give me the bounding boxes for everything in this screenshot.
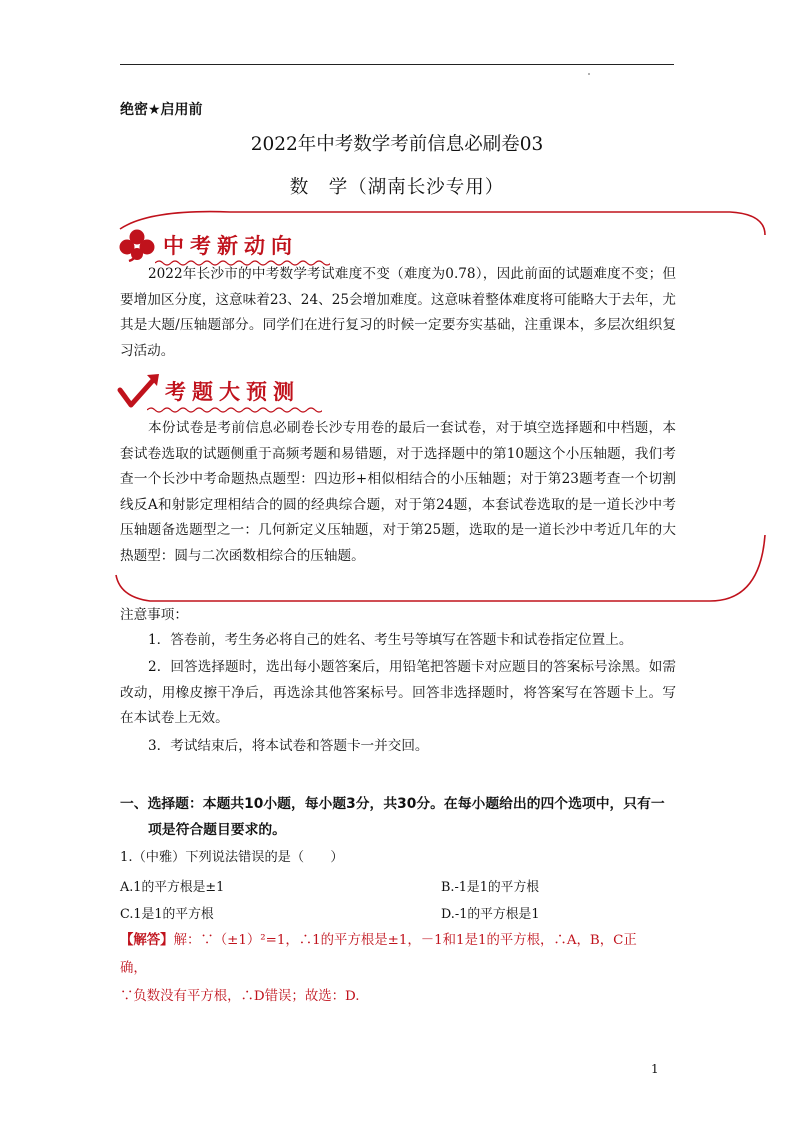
exam-subtitle: 数 学（湖南长沙专用） xyxy=(289,177,505,198)
question1-stem: 1.（中雅）下列说法错误的是（ ） xyxy=(120,850,344,865)
new-trends-heading: 中考新动向 xyxy=(163,234,298,258)
prediction-heading: 考题大预测 xyxy=(165,380,300,404)
prediction-paragraph-block xyxy=(120,416,676,569)
note-item-3: 3．考试结束后，将本试卷和答题卡一并交回。 xyxy=(148,738,429,754)
confidential-label: 绝密★启用前 xyxy=(120,102,203,118)
header-dot xyxy=(588,73,590,75)
check-arrow-icon xyxy=(117,372,163,410)
part1-line1: 一、选择题：本题共10小题，每小题3分，共30分。在每小题给出的四个选项中，只有一 xyxy=(120,796,665,812)
notes-title: 注意事项： xyxy=(120,607,188,623)
answer-label: 【解答】 xyxy=(120,932,174,948)
heading-wave-underline xyxy=(147,406,322,414)
question1-option-d: D.-1的平方根是1 xyxy=(441,907,540,922)
question1-option-b: B.-1是1的平方根 xyxy=(441,880,540,895)
header-rule xyxy=(120,64,674,65)
page-number: 1 xyxy=(651,1062,659,1076)
clover-icon xyxy=(117,228,157,262)
part1-line2: 项是符合题目要求的。 xyxy=(148,822,286,838)
exam-title: 2022年中考数学考前信息必刷卷03 xyxy=(250,134,544,155)
note-item-1: 1．答卷前，考生务必将自己的姓名、考生号等填写在答题卡和试卷指定位置上。 xyxy=(148,632,633,648)
answer-line3: ∵负数没有平方根，∴D错误；故选：D. xyxy=(120,989,360,1004)
new-trends-paragraph-block xyxy=(120,262,676,364)
question1-answer xyxy=(120,926,676,1011)
note-item-2: 2．回答选择题时，选出每小题答案后，用铅笔把答题卡对应题目的答案标号涂黑。如需改动，用橡皮擦干净后，再选涂其他答案标号。回答非选择题时，将答案写在答题卡上。写在本试卷上无效。 xyxy=(120,659,676,726)
prediction-paragraph: 本份试卷是考前信息必刷卷长沙专用卷的最后一套试卷，对于填空选择题和中档题，本套试卷选取的试题侧重于高频考题和易错题，对于选择题中的第10题这个小压轴题，我们考查一个长沙中考命题热点题型：四边形+相似相结合的小压轴题；对于第23题考查一个切割线反A和射影定理相结合的圆的经典综合题，对于第24题，本套试卷选取的是一道长沙中考压轴题备选题型之一：几何新定义压轴题，对于第25题，选取的是一道长沙中考近几年的大热题型：圆与二次函数相综合的压轴题。 xyxy=(120,420,676,564)
question1-option-c: C.1是1的平方根 xyxy=(120,907,214,922)
answer-line2: 确， xyxy=(120,961,147,976)
new-trends-paragraph: 2022年长沙市的中考数学考试难度不变（难度为0.78），因此前面的试题难度不变；但要增加区分度，这意味着23、24、25会增加难度。这意味着整体难度将可能略大于去年，尤其是大题/压轴题部分。同学们在进行复习的时候一定要夯实基础，注重课本，多层次组织复习活动。 xyxy=(120,266,676,359)
part1-instructions xyxy=(120,791,680,843)
answer-line1: 解：∵（±1）²=1，∴1的平方根是±1，－1和1是1的平方根，∴A，B，C正 xyxy=(173,933,637,948)
question1-option-a: A.1的平方根是±1 xyxy=(120,880,225,895)
